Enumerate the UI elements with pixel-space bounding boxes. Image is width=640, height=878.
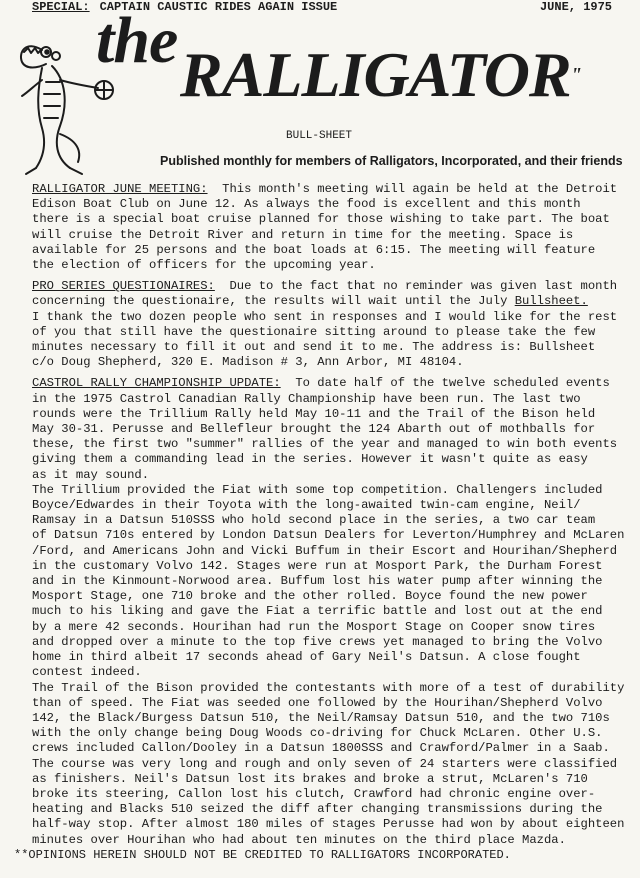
section-line: of you that still have the questionaire sitting around to please take the few	[32, 324, 596, 339]
section-line: as it may sound.	[32, 467, 150, 482]
bullsheet-underlined: Bullsheet.	[514, 294, 588, 309]
section-line: giving them a commanding lead in the series. However it wasn't quite as easy	[32, 452, 588, 467]
section-pro-series	[32, 279, 632, 370]
section-castrol	[32, 376, 632, 847]
section-line: in the 1975 Castrol Canadian Rally Championship have been run. The last two	[32, 391, 581, 406]
section-line: the election of officers for the upcoming year.	[32, 258, 376, 273]
section-line: and dropped over a minute to the top five crews yet managed to bring the Volvo	[32, 634, 603, 649]
section-meeting	[32, 182, 632, 273]
section-line: May 30-31. Perusse and Bellefleur brought the 124 Abarth out of mothballs for	[32, 422, 596, 437]
section-line: PRO SERIES QUESTIONAIRES: Due to the fact that no reminder was given last month	[32, 279, 618, 294]
special-label: SPECIAL:	[32, 0, 90, 14]
disclaimer-footer: **OPINIONS HEREIN SHOULD NOT BE CREDITED TO RALLIGATORS INCORPORATED.	[14, 848, 511, 862]
section-line: minutes over Hourihan who had about ten minutes on the third place Mazda.	[32, 832, 566, 847]
special-text: CAPTAIN CAUSTIC RIDES AGAIN ISSUE	[99, 0, 338, 14]
section-line: than of speed. The Fiat was seeded one followed by the Hourihan/Shepherd Volvo	[32, 695, 603, 710]
section-line: by a mere 42 seconds. Hourihan had run the Mosport Stage on Cooper snow tires	[32, 619, 596, 634]
section-line: available for 25 persons and the boat loads at 6:15. The meeting will feature	[32, 242, 596, 257]
section-line: crews included Callon/Dooley in a Datsun 1800SSS and Crawford/Palmer in a Saab.	[32, 741, 610, 756]
section-line: heating and Blacks 510 seized the diff after changing transmissions during the	[32, 802, 603, 817]
section-line: Edison Boat Club on June 12. As always the food is excellent and this month	[32, 197, 581, 212]
section-line: rounds were the Trillium Rally held May 10-11 and the Trail of the Bison held	[32, 406, 596, 421]
section-line: Boyce/Edwardes in their Toyota with the long-awaited twin-cam engine, Neil/	[32, 498, 581, 513]
title-trademark: "	[570, 64, 581, 86]
section-line: these, the first two "summer" rallies of the year and managed to win both events	[32, 437, 618, 452]
section-line: 142, the Black/Burgess Datsun 510, the Neil/Ramsay Datsun 510, and the two 710s	[32, 710, 610, 725]
section-line: c/o Doug Shepherd, 320 E. Madison # 3, Ann Arbor, MI 48104.	[32, 355, 464, 370]
section-line: and in the Kinmount-Norwood area. Buffum lost his water pump after winning the	[32, 574, 603, 589]
section-line: as finishers. Neil's Datsun lost its brakes and broke a strut, McLaren's 710	[32, 771, 588, 786]
section-line: with the only change being Doug Woods co-driving for Chuck McLaren. Other U.S.	[32, 726, 603, 741]
special-notice	[32, 0, 337, 14]
title-the: the	[96, 4, 178, 77]
section-line: contest indeed.	[32, 665, 142, 680]
section-line: minutes necessary to fill it out and send it to me. The address is: Bullsheet	[32, 340, 596, 355]
section-line: The course was very long and rough and only seven of 24 starters were classified	[32, 756, 618, 771]
section-line: much to his liking and gave the Fiat a terrific battle and lost out at the end	[32, 604, 603, 619]
issue-date: JUNE, 1975	[539, 0, 612, 14]
section-line: half-way stop. After almost 180 miles of stages Perusse had won by about eighteen	[32, 817, 625, 832]
newsletter-title	[180, 40, 581, 110]
section-line: Ramsay in a Datsun 510SSS who hold second place in the series, a two car team	[32, 513, 596, 528]
bull-sheet-label: BULL-SHEET	[286, 130, 353, 142]
section-line: RALLIGATOR JUNE MEETING: This month's meeting will again be held at the Detroit	[32, 182, 618, 196]
tagline: Published monthly for members of Ralligators, Incorporated, and their friends	[160, 154, 623, 168]
title-text: RALLIGATOR	[180, 39, 571, 110]
section-line: of Datsun 710s entered by London Datsun Dealers for Leverton/Humphrey and McLaren	[32, 528, 625, 543]
section-heading: CASTROL RALLY CHAMPIONSHIP UPDATE:	[32, 376, 281, 391]
section-heading: PRO SERIES QUESTIONAIRES:	[32, 279, 215, 294]
section-heading: RALLIGATOR JUNE MEETING:	[32, 182, 208, 196]
section-line: The Trillium provided the Fiat with some top competition. Challengers included	[32, 482, 603, 497]
section-line: concerning the questionaire, the results will wait until the July Bullsheet.	[32, 294, 588, 309]
article-body	[32, 182, 632, 854]
section-line: I thank the two dozen people who sent in responses and I would like for the rest	[32, 309, 618, 324]
section-line: broke its steering, Callon lost his clutch, Crawford had chronic engine over-	[32, 786, 596, 801]
section-line: /Ford, and Americans John and Vicki Buffum in their Escort and Hourihan/Shepherd	[32, 543, 618, 558]
section-line: will cruise the Detroit River and return in time for the meeting. Space is	[32, 227, 574, 242]
section-line: The Trail of the Bison provided the contestants with more of a test of durability	[32, 680, 625, 695]
section-line: there is a special boat cruise planned for those wishing to take part. The boat	[32, 212, 610, 227]
section-line: Mosport Stage, one 710 broke and the other rolled. Boyce found the new power	[32, 589, 588, 604]
section-line: in the customary Volvo 142. Stages were run at Mosport Park, the Durham Forest	[32, 558, 603, 573]
section-line: home in third albeit 17 seconds ahead of Gary Neil's Datsun. A close fought	[32, 650, 581, 665]
section-line: CASTROL RALLY CHAMPIONSHIP UPDATE: To date half of the twelve scheduled events	[32, 376, 610, 391]
